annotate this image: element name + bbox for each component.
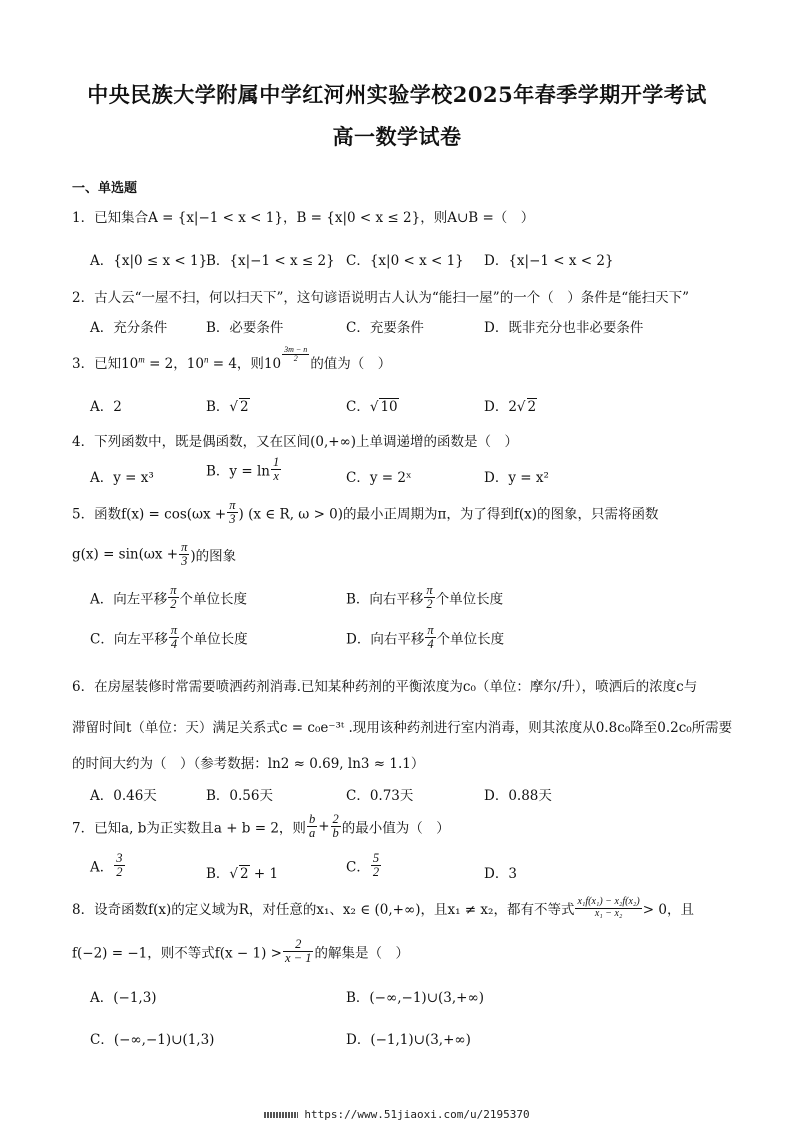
q5-option-b-label: B．向右平移 bbox=[346, 591, 424, 608]
question-6-stem-line1: 6．在房屋装修时常需要喷洒药剂消毒.已知某种药剂的平衡浓度为c₀（单位：摩尔/升），喷洒后的浓度c与 bbox=[72, 679, 698, 695]
q1-option-c: C．{x|0 < x < 1} bbox=[346, 253, 464, 269]
question-7-stem bbox=[72, 813, 450, 840]
q5-unit: 个单位长度 bbox=[435, 591, 504, 608]
q8-part: 的解集是（ ） bbox=[314, 945, 409, 962]
q7-f1-num: b bbox=[308, 812, 316, 826]
q5-option-b bbox=[346, 584, 503, 611]
q8-part: > 0，且 bbox=[642, 902, 694, 918]
q5-option-d-label: D．向右平移 bbox=[346, 631, 425, 648]
q5-a-fraction bbox=[168, 584, 178, 611]
q7-option-c-label: C． bbox=[346, 859, 370, 876]
q5-option-a bbox=[90, 584, 247, 611]
q4-frac-den: x bbox=[273, 469, 279, 484]
q7-c-fraction bbox=[371, 852, 381, 879]
page-footer bbox=[0, 1108, 794, 1121]
q7-option-a-label: A． bbox=[90, 859, 114, 876]
question-5-stem-line1 bbox=[72, 499, 659, 526]
q5-pi-over-3 bbox=[227, 499, 237, 526]
q3-option-c-label: C． bbox=[346, 399, 370, 415]
q7-plus: + bbox=[318, 818, 330, 835]
q5-pi-over-3-b bbox=[179, 541, 189, 568]
q5-unit: 个单位长度 bbox=[436, 631, 505, 648]
q8-fraction bbox=[575, 897, 641, 919]
q5-option-a-label: A．向左平移 bbox=[90, 591, 168, 608]
q5-pi: π bbox=[229, 498, 236, 512]
q6-option-d: D．0.88天 bbox=[484, 788, 552, 804]
q3-exp-n: n bbox=[203, 354, 209, 365]
q5-c-fraction bbox=[169, 624, 179, 651]
q7-part: 的最小值为（ ） bbox=[341, 820, 450, 837]
question-6-stem-line2: 滞留时间t（单位：天）满足关系式c = c₀e⁻³ᵗ .现用该种药剂进行室内消毒，则其浓度从0.8c₀降至0.2c₀所需要 bbox=[72, 720, 733, 736]
q3-option-d: D．2√ 2 bbox=[484, 399, 537, 415]
q5-part: g(x) = sin(ωx + bbox=[72, 546, 179, 563]
q8-option-b: B．(−∞,−1)∪(3,+∞) bbox=[346, 990, 484, 1006]
q7-option-c bbox=[346, 852, 382, 879]
q4-option-d: D．y = x² bbox=[484, 470, 549, 486]
question-8-stem-line1 bbox=[72, 897, 694, 919]
question-6-stem-line3: 的时间大约为（ ）（参考数据：ln2 ≈ 0.69, ln3 ≈ 1.1） bbox=[72, 756, 425, 772]
q5-part: ) (x ∈ R, ω > 0)的最小正周期为π，为了得到f(x)的图象，只需将函数 bbox=[238, 506, 659, 523]
q3-option-b: B．√ 2 bbox=[206, 399, 249, 415]
q4-frac-num: 1 bbox=[272, 455, 280, 469]
q5-d-fraction bbox=[425, 624, 435, 651]
q5-pi: π bbox=[181, 540, 188, 554]
q4-option-b-label: B．y = ln bbox=[206, 463, 270, 480]
q1-option-b: B．{x|−1 < x ≤ 2} bbox=[206, 253, 335, 269]
q3-option-d-radicand: 2 bbox=[527, 399, 537, 415]
q2-option-a: A．充分条件 bbox=[90, 320, 168, 336]
q7-a-num: 3 bbox=[116, 851, 123, 865]
q3-base: 10 bbox=[263, 356, 282, 372]
q5-unit: 个单位长度 bbox=[180, 631, 248, 648]
q5-den: 4 bbox=[170, 637, 178, 652]
question-4-stem: 4．下列函数中，既是偶函数，又在区间(0,+∞)上单调递增的函数是（ ） bbox=[72, 434, 519, 450]
q5-pi: π bbox=[427, 623, 434, 637]
q7-a-den: 2 bbox=[116, 865, 123, 880]
q6-option-c: C．0.73天 bbox=[346, 788, 414, 804]
q3-option-b-radicand: 2 bbox=[240, 399, 249, 415]
q5-den: 4 bbox=[427, 637, 434, 652]
q2-option-b: B．必要条件 bbox=[206, 320, 284, 336]
question-3-stem bbox=[72, 345, 392, 372]
q7-option-b-tail: + 1 bbox=[249, 866, 279, 882]
q3-exponent-fraction bbox=[282, 346, 309, 364]
q3-exp-m: m bbox=[138, 354, 145, 365]
q3-part: = 4，则 bbox=[208, 356, 264, 372]
q7-f1-den: a bbox=[308, 826, 316, 841]
q5-den: 2 bbox=[170, 597, 177, 612]
q6-option-b: B．0.56天 bbox=[206, 788, 273, 804]
q3-part: 3．已知10 bbox=[72, 356, 139, 372]
q7-part: 7．已知a, b为正实数且a + b = 2，则 bbox=[72, 820, 306, 837]
q3-option-b-label: B． bbox=[206, 399, 230, 415]
q7-option-d: D．3 bbox=[484, 866, 517, 882]
q7-f2-den: b bbox=[332, 826, 339, 841]
q5-pi: π bbox=[426, 583, 433, 597]
question-1-stem: 1．已知集合A = {x|−1 < x < 1}，B = {x|0 < x ≤ 2}，则A∪B =（ ） bbox=[72, 210, 535, 226]
q8-frac-num: x₁f(x₁) − x₂f(x₂) bbox=[577, 896, 640, 907]
watermark-logo bbox=[264, 1112, 298, 1118]
q5-option-c-label: C．向左平移 bbox=[90, 631, 168, 648]
q1-option-d: D．{x|−1 < x < 2} bbox=[484, 253, 614, 269]
exam-title-line2: 高一数学试卷 bbox=[332, 124, 462, 149]
q7-option-a bbox=[90, 852, 126, 879]
question-2-stem: 2．古人云“一屋不扫，何以扫天下”，这句谚语说明古人认为“能扫一屋”的一个（ ）条件是“能扫天下” bbox=[72, 290, 689, 306]
q7-b-over-a bbox=[307, 813, 317, 840]
q7-option-b-label: B． bbox=[206, 866, 230, 882]
q5-part: )的图象 bbox=[190, 548, 237, 565]
q5-pi: π bbox=[170, 623, 178, 637]
q3-option-a: A．2 bbox=[90, 399, 122, 415]
q5-b-fraction bbox=[424, 584, 434, 611]
q7-c-num: 5 bbox=[372, 851, 380, 865]
q3-part: = 2，10 bbox=[144, 356, 204, 372]
q8-option-d: D．(−1,1)∪(3,+∞) bbox=[346, 1032, 471, 1048]
q1-option-a: A．{x|0 ≤ x < 1} bbox=[90, 253, 208, 269]
q7-option-b: B．√ 2 + 1 bbox=[206, 866, 279, 882]
q7-c-den: 2 bbox=[372, 865, 380, 880]
q4-option-a: A．y = x³ bbox=[90, 470, 154, 486]
q5-three: 3 bbox=[181, 554, 188, 569]
q4-option-b-fraction bbox=[271, 456, 281, 483]
q8-frac2-num: 2 bbox=[283, 938, 313, 952]
q7-f2-num: 2 bbox=[332, 812, 339, 826]
q8-frac-den: x₁ − x₂ bbox=[594, 907, 623, 919]
q5-unit: 个单位长度 bbox=[179, 591, 248, 608]
q8-part: f(−2) = −1，则不等式f(x − 1) > bbox=[72, 945, 282, 962]
q5-den: 2 bbox=[426, 597, 433, 612]
q4-option-c: C．y = 2ˣ bbox=[346, 470, 412, 486]
q6-option-a: A．0.46天 bbox=[90, 788, 157, 804]
q8-frac2-den: x − 1 bbox=[284, 951, 312, 966]
q8-fraction-2 bbox=[283, 938, 313, 965]
q8-option-a: A．(−1,3) bbox=[90, 990, 157, 1006]
q3-option-c: C．√ 10 bbox=[346, 399, 398, 415]
q7-a-fraction bbox=[114, 852, 124, 879]
q8-option-c: C．(−∞,−1)∪(1,3) bbox=[90, 1032, 215, 1048]
q2-option-c: C．充要条件 bbox=[346, 320, 424, 336]
q3-option-c-radicand: 10 bbox=[380, 399, 398, 415]
q3-exp-num: 3m − n bbox=[284, 345, 308, 354]
q3-part: 的值为（ ） bbox=[310, 356, 392, 372]
q8-part: 8．设奇函数f(x)的定义域为R，对任意的x₁、x₂ ∈ (0,+∞)，且x₁ ≠ x₂，都有不等式 bbox=[72, 902, 575, 918]
q7-option-b-radicand: 2 bbox=[240, 866, 249, 882]
question-8-stem-line2 bbox=[72, 938, 409, 965]
q3-option-d-label: D．2 bbox=[484, 399, 517, 415]
q5-part: 5．函数f(x) = cos(ωx + bbox=[72, 506, 227, 523]
q5-three: 3 bbox=[229, 512, 236, 527]
q5-option-d bbox=[346, 624, 504, 651]
q5-pi: π bbox=[170, 583, 177, 597]
exam-title-line1: 中央民族大学附属中学红河州实验学校2025年春季学期开学考试 bbox=[87, 82, 707, 107]
footer-url[interactable]: https://www.51jiaoxi.com/u/2195370 bbox=[304, 1108, 530, 1121]
q3-exp-den: 2 bbox=[293, 354, 298, 364]
q5-option-c bbox=[90, 624, 248, 651]
q7-2-over-b bbox=[331, 813, 341, 840]
section-heading: 一、单选题 bbox=[72, 181, 138, 196]
q2-option-d: D．既非充分也非必要条件 bbox=[484, 320, 644, 336]
question-5-stem-line2 bbox=[72, 541, 236, 568]
q4-option-b bbox=[206, 456, 282, 483]
